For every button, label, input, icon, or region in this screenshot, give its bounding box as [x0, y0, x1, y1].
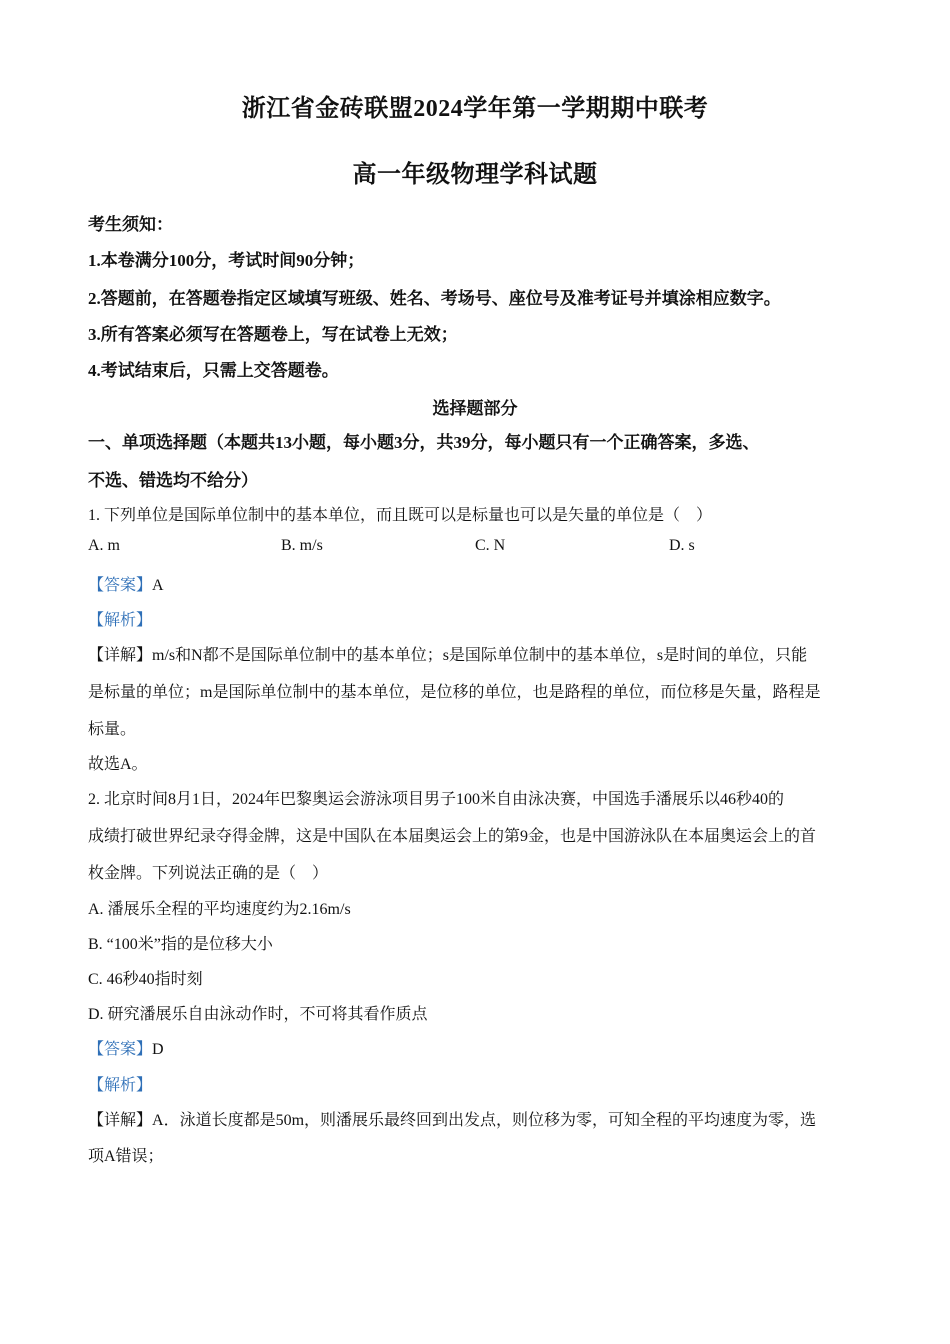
q1-stem: 1. 下列单位是国际单位制中的基本单位，而且既可以是标量也可以是矢量的单位是（ ） [88, 507, 713, 524]
answer-tag: 【答案】 [88, 577, 153, 594]
notice-item: 1.本卷满分100分，考试时间90分钟； [88, 251, 365, 270]
q2-detail-cont: 项A错误； [88, 1148, 164, 1165]
q1-answer [88, 572, 868, 595]
section-heading-cont: 不选、错选均不给分） [88, 471, 258, 490]
q2-option-c: C. 46秒40指时刻 [88, 971, 203, 988]
q2-stem-cont: 成绩打破世界纪录夺得金牌，这是中国队在本届奥运会上的第9金，也是中国游泳队在本届奥运会上的首 [88, 828, 817, 845]
q1-analysis-tag: 【解析】 [88, 612, 153, 629]
q2-option-a: A. 潘展乐全程的平均速度约为2.16m/s [88, 901, 351, 918]
q1-detail [88, 642, 868, 665]
section-heading: 一、单项选择题（本题共13小题，每小题3分，共39分，每小题只有一个正确答案，多选、 [88, 433, 760, 452]
q1-detail-cont: 标量。 [88, 721, 137, 738]
q2-option-b: B. “100米”指的是位移大小 [88, 936, 273, 953]
notice-item: 4.考试结束后，只需上交答题卷。 [88, 361, 339, 380]
notice-item: 3.所有答案必须写在答题卷上，写在试卷上无效； [88, 325, 458, 344]
answer-value: D [152, 1041, 164, 1058]
q1-conclusion: 故选A。 [88, 756, 148, 773]
q1-option-a: A. m [88, 537, 120, 554]
q2-option-d: D. 研究潘展乐自由泳动作时，不可将其看作质点 [88, 1006, 428, 1023]
part-title: 选择题部分 [432, 399, 518, 418]
detail-tag: 【详解】 [88, 647, 153, 664]
q1-detail-cont: 是标量的单位；m是国际单位制中的基本单位，是位移的单位，也是路程的单位，而位移是矢量，路程是 [88, 684, 821, 701]
notice-item: 2.答题前，在答题卷指定区域填写班级、姓名、考场号、座位号及准考证号并填涂相应数字。 [88, 289, 781, 308]
q1-option-b: B. m/s [281, 537, 323, 554]
q1-option-c: C. N [475, 537, 506, 554]
notice-heading: 考生须知： [88, 215, 173, 234]
q2-analysis-tag: 【解析】 [88, 1077, 153, 1094]
detail-text: m/s和N都不是国际单位制中的基本单位；s是国际单位制中的基本单位，s是时间的单位，只能 [152, 647, 808, 664]
q2-answer [88, 1036, 868, 1059]
detail-tag: 【详解】 [88, 1112, 153, 1129]
q2-stem-cont: 枚金牌。下列说法正确的是（ ） [88, 865, 329, 882]
answer-value: A [152, 577, 164, 594]
exam-subtitle: 高一年级物理学科试题 [352, 162, 598, 188]
q1-option-d: D. s [669, 537, 695, 554]
answer-tag: 【答案】 [88, 1041, 153, 1058]
q2-stem: 2. 北京时间8月1日，2024年巴黎奥运会游泳项目男子100米自由泳决赛，中国选手潘展乐以46秒40的 [88, 791, 785, 808]
q2-detail [88, 1107, 868, 1130]
detail-text: A．泳道长度都是50m，则潘展乐最终回到出发点，则位移为零，可知全程的平均速度为零，选 [152, 1112, 817, 1129]
exam-title: 浙江省金砖联盟2024学年第一学期期中联考 [241, 96, 709, 122]
